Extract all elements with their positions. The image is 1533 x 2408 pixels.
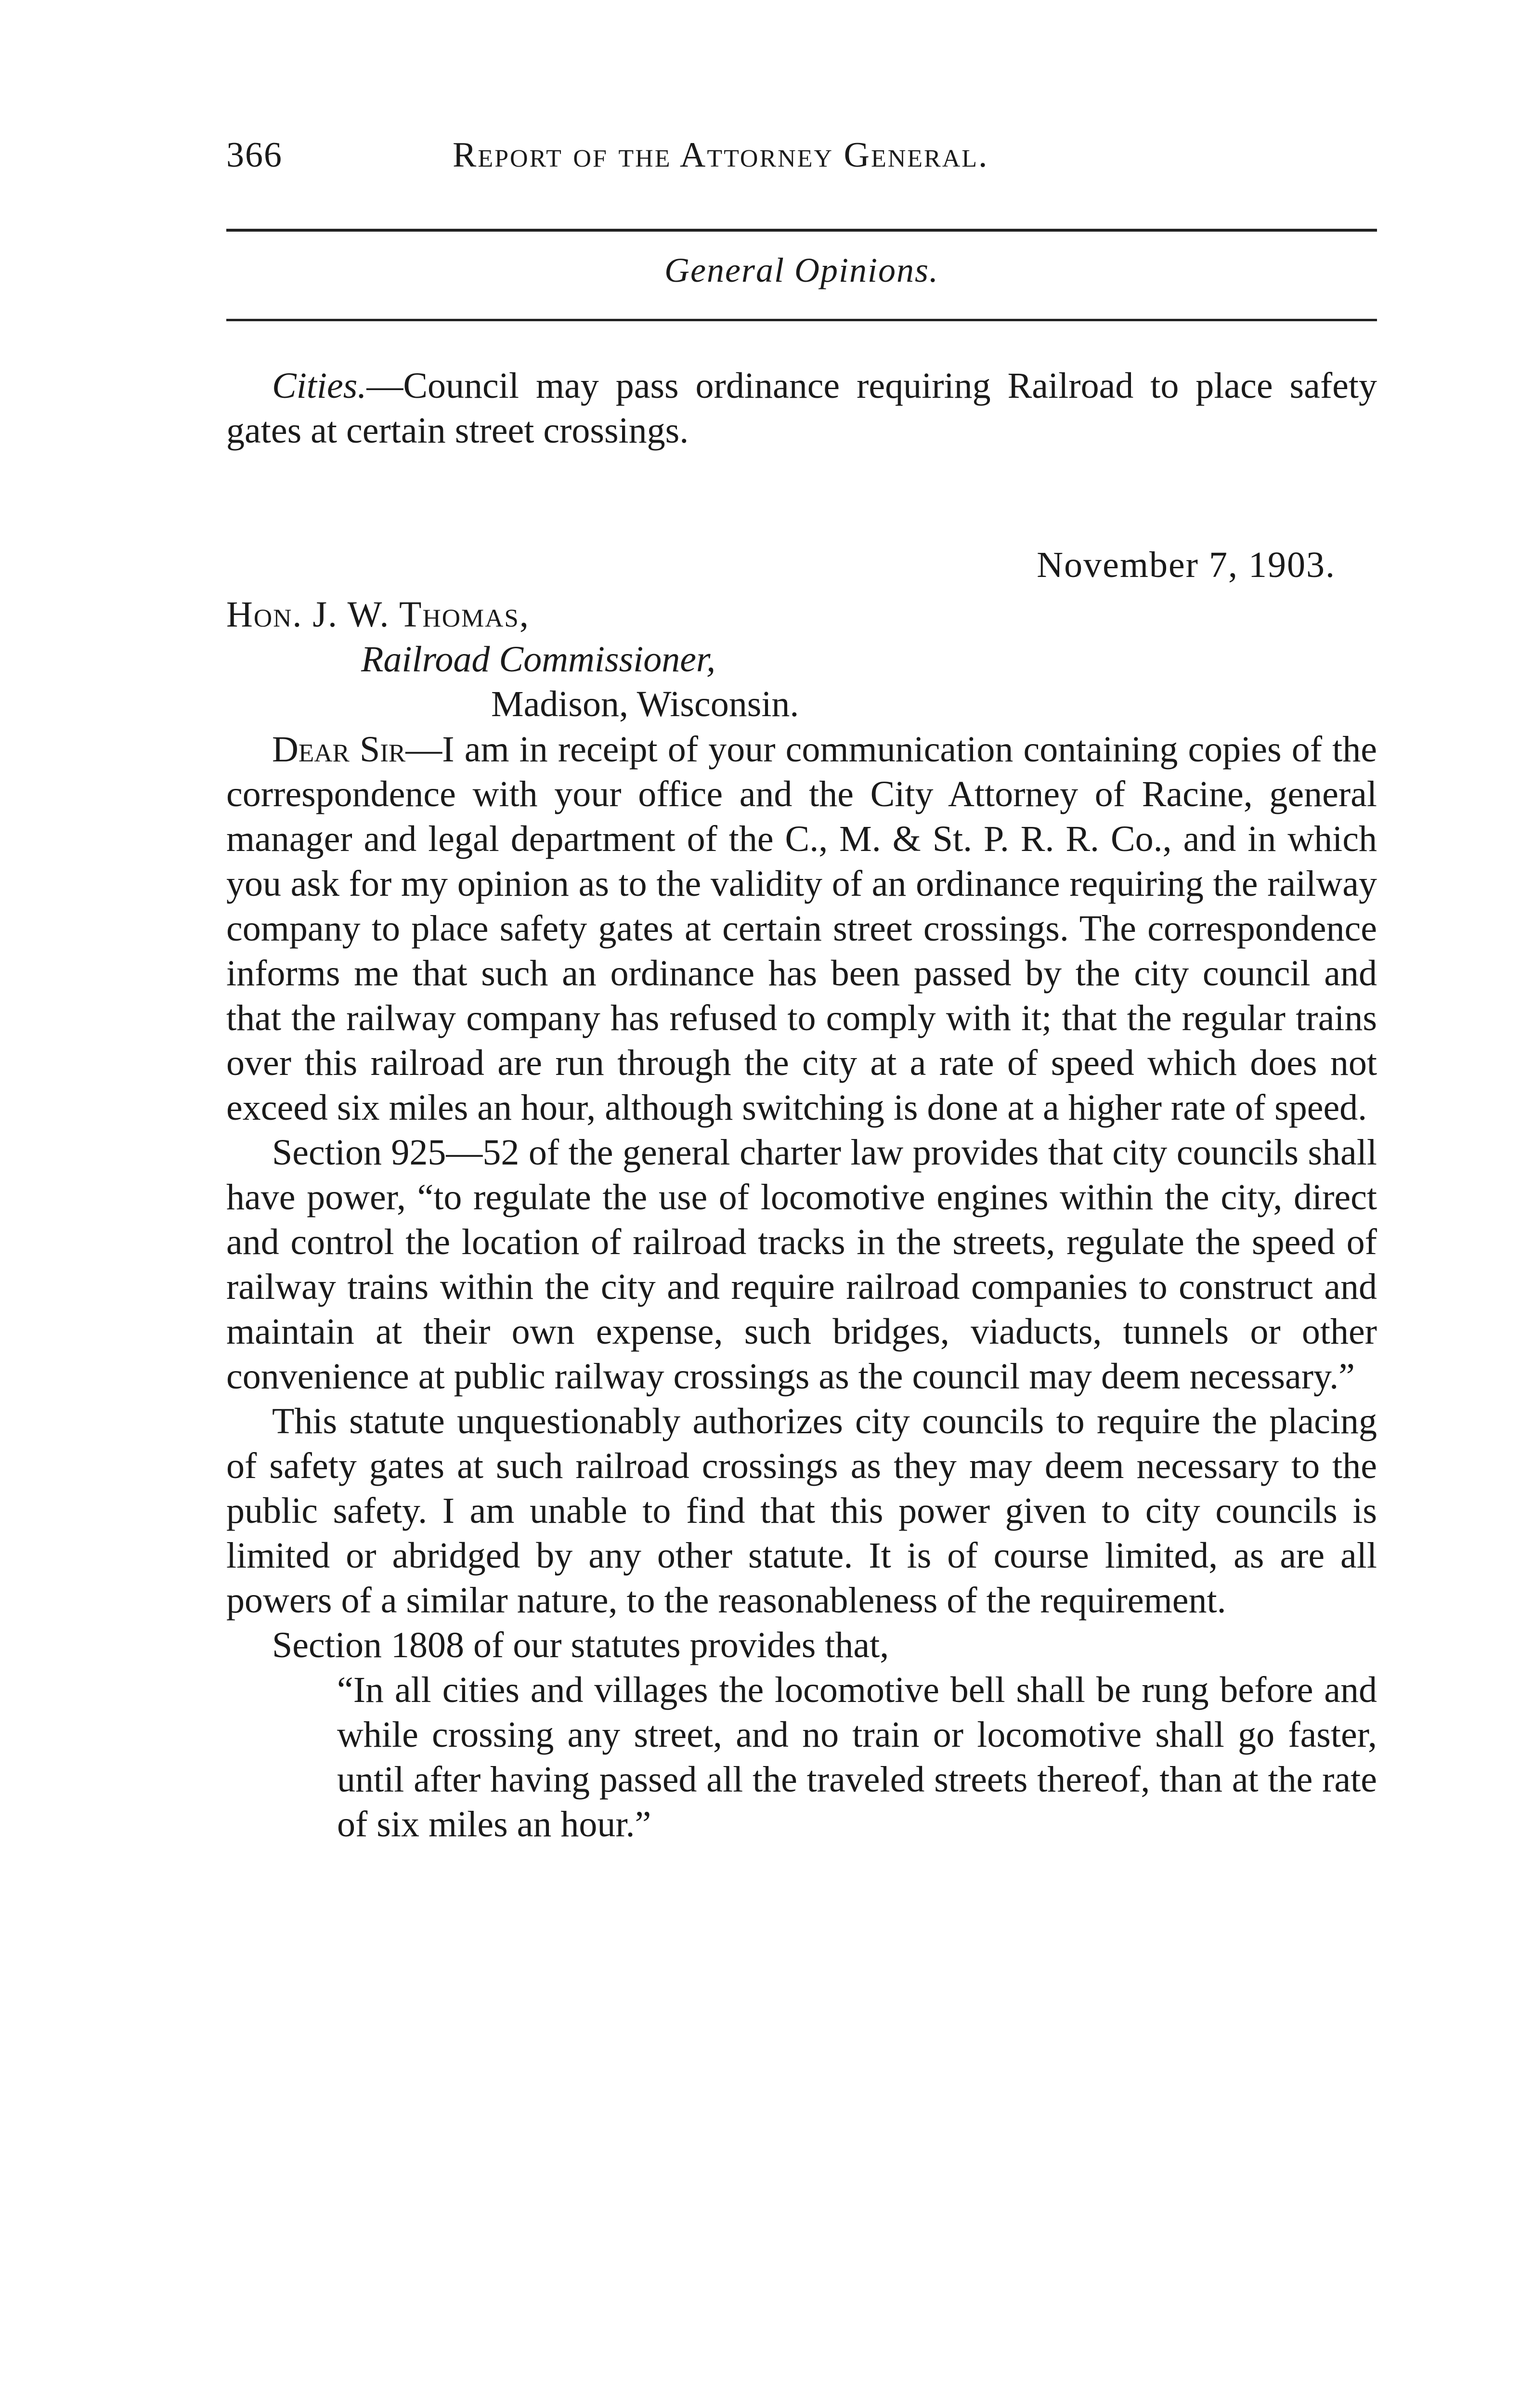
bottom-rule — [226, 319, 1377, 321]
letter-date: November 7, 1903. — [1037, 545, 1336, 585]
paragraph: Section 1808 of our statutes provides that, — [272, 1625, 889, 1665]
running-head: Report of the Attorney General. — [453, 135, 989, 175]
syllabus-topic: Cities. — [272, 366, 367, 406]
addressee-place: Madison, Wisconsin. — [491, 684, 799, 724]
paragraph-text: —I am in receipt of your communication containing copies of the correspondence with your office and the City Attorney of Racine, general manager and legal department of the C., M. & St. P. R. R. Co., and in which you ask for my opinion as to the validity of an ordinance requiring the railway company to place safety gates at certain street crossings. The correspondence informs me that such an ordinance has been passed by the city council and that the railway company has refused to comply with it; that the regular trains over this railroad are run through the city at a rate of speed which does not exceed six miles an hour, although switching is done at a higher rate of speed. — [226, 729, 1377, 1128]
top-rule — [226, 229, 1377, 232]
syllabus-text: —Council may pass ordinance requiring Railroad to place safety gates at certain street crossings. — [226, 366, 1377, 451]
addressee-title: Railroad Commissioner, — [361, 639, 716, 680]
page-number: 366 — [226, 135, 283, 175]
statute-quotation — [226, 1668, 1377, 1847]
salutation: Dear Sir — [272, 729, 406, 770]
section-title: General Opinions. — [664, 251, 939, 289]
syllabus — [226, 364, 1377, 453]
paragraph — [226, 727, 1377, 1130]
paragraph: This statute unquestionably authorizes city councils to require the placing of safety gates at such railroad crossings as they may deem necessary to the public safety. I am unable to find that this power given to city councils is limited or abridged by any other statute. It is of course limited, as are all powers of a similar nature, to the reasonableness of the requirement. — [226, 1401, 1377, 1621]
addressee-block — [226, 592, 799, 727]
quotation-text: “In all cities and villages the locomotive bell shall be rung before and while crossing any street, and no train or locomotive shall go faster, until after having passed all the traveled streets thereof, than at the rate of six miles an hour.” — [337, 1670, 1377, 1845]
letter-body — [226, 727, 1377, 1847]
page-header — [226, 130, 1377, 188]
addressee-name: Hon. J. W. Thomas, — [226, 594, 530, 635]
paragraph: Section 925—52 of the general charter law provides that city councils shall have power, “to regulate the use of locomotive engines within the city, direct and control the location of railroad tracks in the streets, regulate the speed of railway trains within the city and require railroad companies to construct and maintain at their own expense, such bridges, viaducts, tunnels or other convenience at public railway crossings as the council may deem necessary.” — [226, 1132, 1377, 1397]
